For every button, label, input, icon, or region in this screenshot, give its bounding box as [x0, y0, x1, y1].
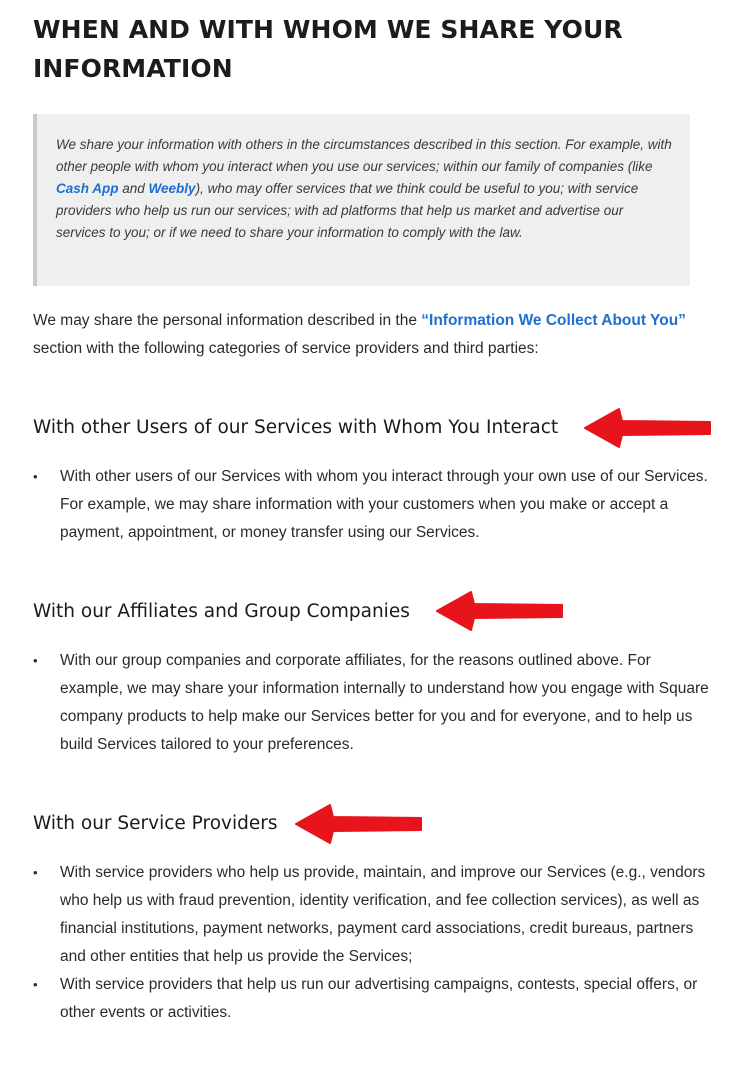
page-title: WHEN AND WITH WHOM WE SHARE YOUR INFORMATION: [33, 15, 623, 83]
summary-text-part: We share your information with others in the circumstances described in this section. For example, with other people with whom you interact when you use our services; within our family of companies (like: [56, 137, 672, 174]
bullet-dot: •: [33, 977, 38, 992]
cash-app-brand: Cash App: [56, 181, 119, 196]
section-heading-users: With other Users of our Services with Whom You Interact: [33, 417, 559, 438]
list-item: [33, 647, 713, 759]
list-item-text: With our group companies and corporate affiliates, for the reasons outlined above. For example, we may share your information internally to understand how you engage with Square company products to help make our Services better for you and for everyone, and to help us build Services tailored to your preferences.: [60, 652, 709, 753]
information-we-collect-link[interactable]: “Information We Collect About You”: [421, 312, 686, 329]
section-list-users: [33, 463, 713, 547]
bullet-dot: •: [33, 865, 38, 880]
section-list-affiliates: [33, 647, 713, 759]
summary-box: [33, 114, 690, 286]
section-list-service-providers: [33, 859, 713, 1027]
weebly-brand: Weebly: [148, 181, 196, 196]
bullet-dot: •: [33, 653, 38, 668]
list-item: [33, 971, 713, 1027]
summary-text: [56, 134, 672, 244]
summary-text-part: and: [118, 181, 149, 196]
bullet-dot: •: [33, 469, 38, 484]
red-arrow-icon: [436, 590, 566, 632]
list-item-text: With service providers who help us provide, maintain, and improve our Services (e.g., vendors who help us with fraud prevention, identity verification, and fee collection services), as well as financial institutions, payment networks, payment card associations, credit bureaus, partners and other entities that help us provide the Services;: [60, 864, 706, 965]
list-item: [33, 859, 713, 971]
list-item-text: With other users of our Services with whom you interact through your own use of our Services. For example, we may share information with your customers when you make or accept a payment, appointment, or money transfer using our Services.: [60, 468, 708, 541]
red-arrow-icon: [584, 407, 714, 449]
section-heading-affiliates: With our Affiliates and Group Companies: [33, 601, 410, 622]
intro-paragraph: [33, 307, 703, 363]
intro-text: section with the following categories of service providers and third parties:: [33, 340, 539, 357]
list-item: [33, 463, 713, 547]
red-arrow-icon: [295, 803, 425, 845]
summary-text-part: ), who may offer services that we think could be useful to you; with service providers who help us run our services; with ad platforms that help us market and advertise our services to you; or if we need to share your information to comply with the law.: [56, 181, 639, 240]
intro-text: We may share the personal information described in the: [33, 312, 422, 329]
section-heading-service-providers: With our Service Providers: [33, 813, 278, 834]
list-item-text: With service providers that help us run our advertising campaigns, contests, special offers, or other events or activities.: [60, 976, 698, 1021]
